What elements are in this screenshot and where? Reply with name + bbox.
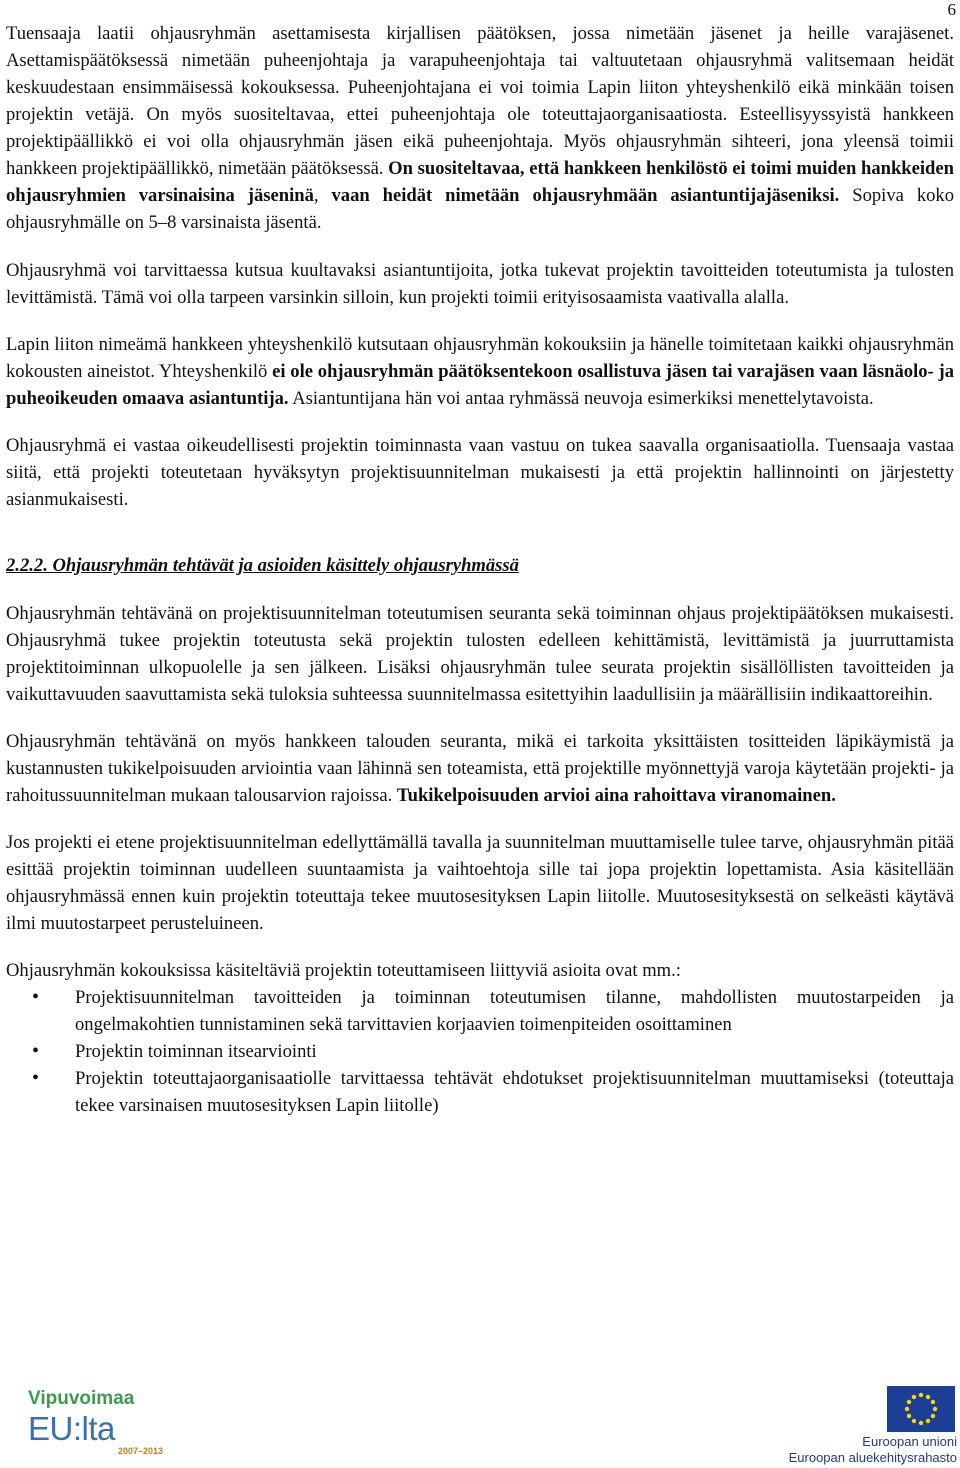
section-heading: 2.2.2. Ohjausryhmän tehtävät ja asioiden käsittely ohjausryhmässä: [6, 555, 519, 576]
logo-text: EU:lta: [28, 1410, 115, 1447]
list-item: • Projektin toiminnan itsearviointi: [6, 1038, 954, 1065]
bold-text: vaan heidät nimetään ohjausryhmään asiantuntijajäseniksi.: [331, 185, 840, 206]
logo-text: Vipuvoimaa: [28, 1388, 135, 1409]
paragraph-changes: Jos projekti ei etene projektisuunnitelman edellyttämällä tavalla ja suunnitelman muuttamiselle tulee tarve, ohjausryhmän pitää esittää projektin toiminnan uudelleen suuntaamista ja vaihtoehtoja sille tai jopa projektin lopettamista. Asia käsitellään ohjausryhmässä ennen kuin projektin toteuttaja tekee muutosesityksen Lapin liitolle. Muutosesityksestä on selkeästi käytävä ilmi muutostarpeet perusteluineen.: [6, 832, 954, 934]
text: Lapin liiton nimeämä hankkeen yhteyshenkilö kutsutaan ohjausryhmän kokouksiin ja hänelle toimitetaan kaikki ohjausryhmän kokousten aineistot. Yhteyshenkilö: [6, 334, 954, 382]
vipuvoimaa-logo: [28, 1388, 208, 1460]
text: Sopiva koko ohjausryhmälle on 5–8 varsinaista jäsentä.: [6, 185, 955, 233]
paragraph-meeting-topics: Ohjausryhmän kokouksissa käsiteltäviä projektin toteuttamiseen liittyviä asioita ovat mm.:: [6, 960, 681, 981]
eu-logo: [785, 1386, 957, 1466]
text: Ohjausryhmän tehtävänä on myös hankkeen talouden seuranta, mikä ei tarkoita yksittäisten tositteiden läpikäymistä ja kustannusten tukikelpoisuuden arviointia vaan lähinnä sen toteamista, että projektille myönnettyjä varoja käytetään projekti- ja rahoitussuunnitelman mukaan talousarvion rajoissa.: [6, 731, 954, 806]
bullet-list: [6, 984, 954, 1119]
paragraph-steering-group-appointment: [6, 20, 954, 236]
text: ,: [313, 185, 332, 206]
logo-text: Euroopan aluekehitysrahasto: [788, 1450, 957, 1465]
bold-text: Tukikelpoisuuden arvioi aina rahoittava viranomainen.: [396, 785, 836, 806]
paragraph-experts: Ohjausryhmä voi tarvittaessa kutsua kuultavaksi asiantuntijoita, jotka tukevat projektin tavoitteiden toteutumista ja tulosten levittämistä. Tämä voi olla tarpeen varsinkin silloin, kun projekti toimii erityisosaamista vaativalla alalla.: [6, 260, 954, 308]
logo-text: Euroopan unioni: [862, 1434, 957, 1449]
paragraph-finance: [6, 728, 954, 809]
text: Asiantuntijana hän voi antaa ryhmässä neuvoja esimerkiksi menettelytavoista.: [288, 388, 874, 409]
paragraph-contact-person: [6, 331, 954, 412]
logo-years: 2007–2013: [118, 1446, 164, 1456]
text: Tuensaaja laatii ohjausryhmän asettamisesta kirjallisen päätöksen, jossa nimetään jäsenet ja heille varajäsenet. Asettamispäätöksessä nimetään puheenjohtaja ja varapuheenjohtaja tai valtuutetaan ohjausryhmä valitsemaan heidät keskuudestaan ensimmäisessä kokouksessa. Puheenjohtajana ei voi toimia Lapin liiton yhteyshenkilö eikä minkään toisen projektin vetäjä. On myös suositeltavaa, ettei puheenjohtaja ole toteuttajaorganisaatiosta. Esteellisyyssyistä hankkeen projektipäällikkö ei voi olla ohjausryhmän jäsen eikä puheenjohtaja. Myös ohjausryhmän sihteeri, jona yleensä toimii hankkeen projektipäällikkö, nimetään päätöksessä.: [6, 23, 954, 179]
list-item: • Projektin toteuttajaorganisaatiolle tarvittaessa tehtävät ehdotukset projektisuunnitelman muuttamiseksi (toteuttaja tekee varsinaisen muutosesityksen Lapin liitolle): [6, 1065, 954, 1119]
page-number: 6: [947, 0, 956, 19]
paragraph-responsibility: Ohjausryhmä ei vastaa oikeudellisesti projektin toiminnasta vaan vastuu on tukea saavalla organisaatiolla. Tuensaaja vastaa siitä, että projekti toteutetaan hyväksytyn projektisuunnitelman mukaisesti ja että projektin hallinnointi on järjestetty asianmukaisesti.: [6, 435, 954, 510]
bold-text: On suositeltavaa, että hankkeen henkilöstö ei toimi muiden hankkeiden ohjausryhmien varsinaisina jäseninä: [6, 158, 954, 206]
document-body: [6, 20, 954, 1119]
list-item: • Projektisuunnitelman tavoitteiden ja toiminnan toteutumisen tilanne, mahdollisten muutostarpeiden ja ongelmakohtien tunnistaminen sekä tarvittavien korjaavien toimenpiteiden osoittaminen: [6, 984, 954, 1038]
bold-text: ei ole ohjausryhmän päätöksentekoon osallistuva jäsen tai varajäsen vaan läsnäolo- ja puheoikeuden omaava asiantuntija.: [6, 361, 954, 409]
paragraph-tasks: Ohjausryhmän tehtävänä on projektisuunnitelman toteutumisen seuranta sekä toiminnan ohjaus projektipäätöksen mukaisesti. Ohjausryhmä tukee projektin toteutusta sekä projektin tulosten edelleen kehittämistä, levittämistä ja juurruttamista projektitoiminnan ulkopuolelle ja sen jälkeen. Lisäksi ohjausryhmän tulee seurata projektin sisällöllisten tavoitteiden ja vaikuttavuuden saavuttamista sekä tuloksia suhteessa suunnitelmassa esitettyihin laadullisiin ja määrällisiin indikaattoreihin.: [6, 603, 954, 705]
eu-flag-icon: [887, 1386, 955, 1432]
